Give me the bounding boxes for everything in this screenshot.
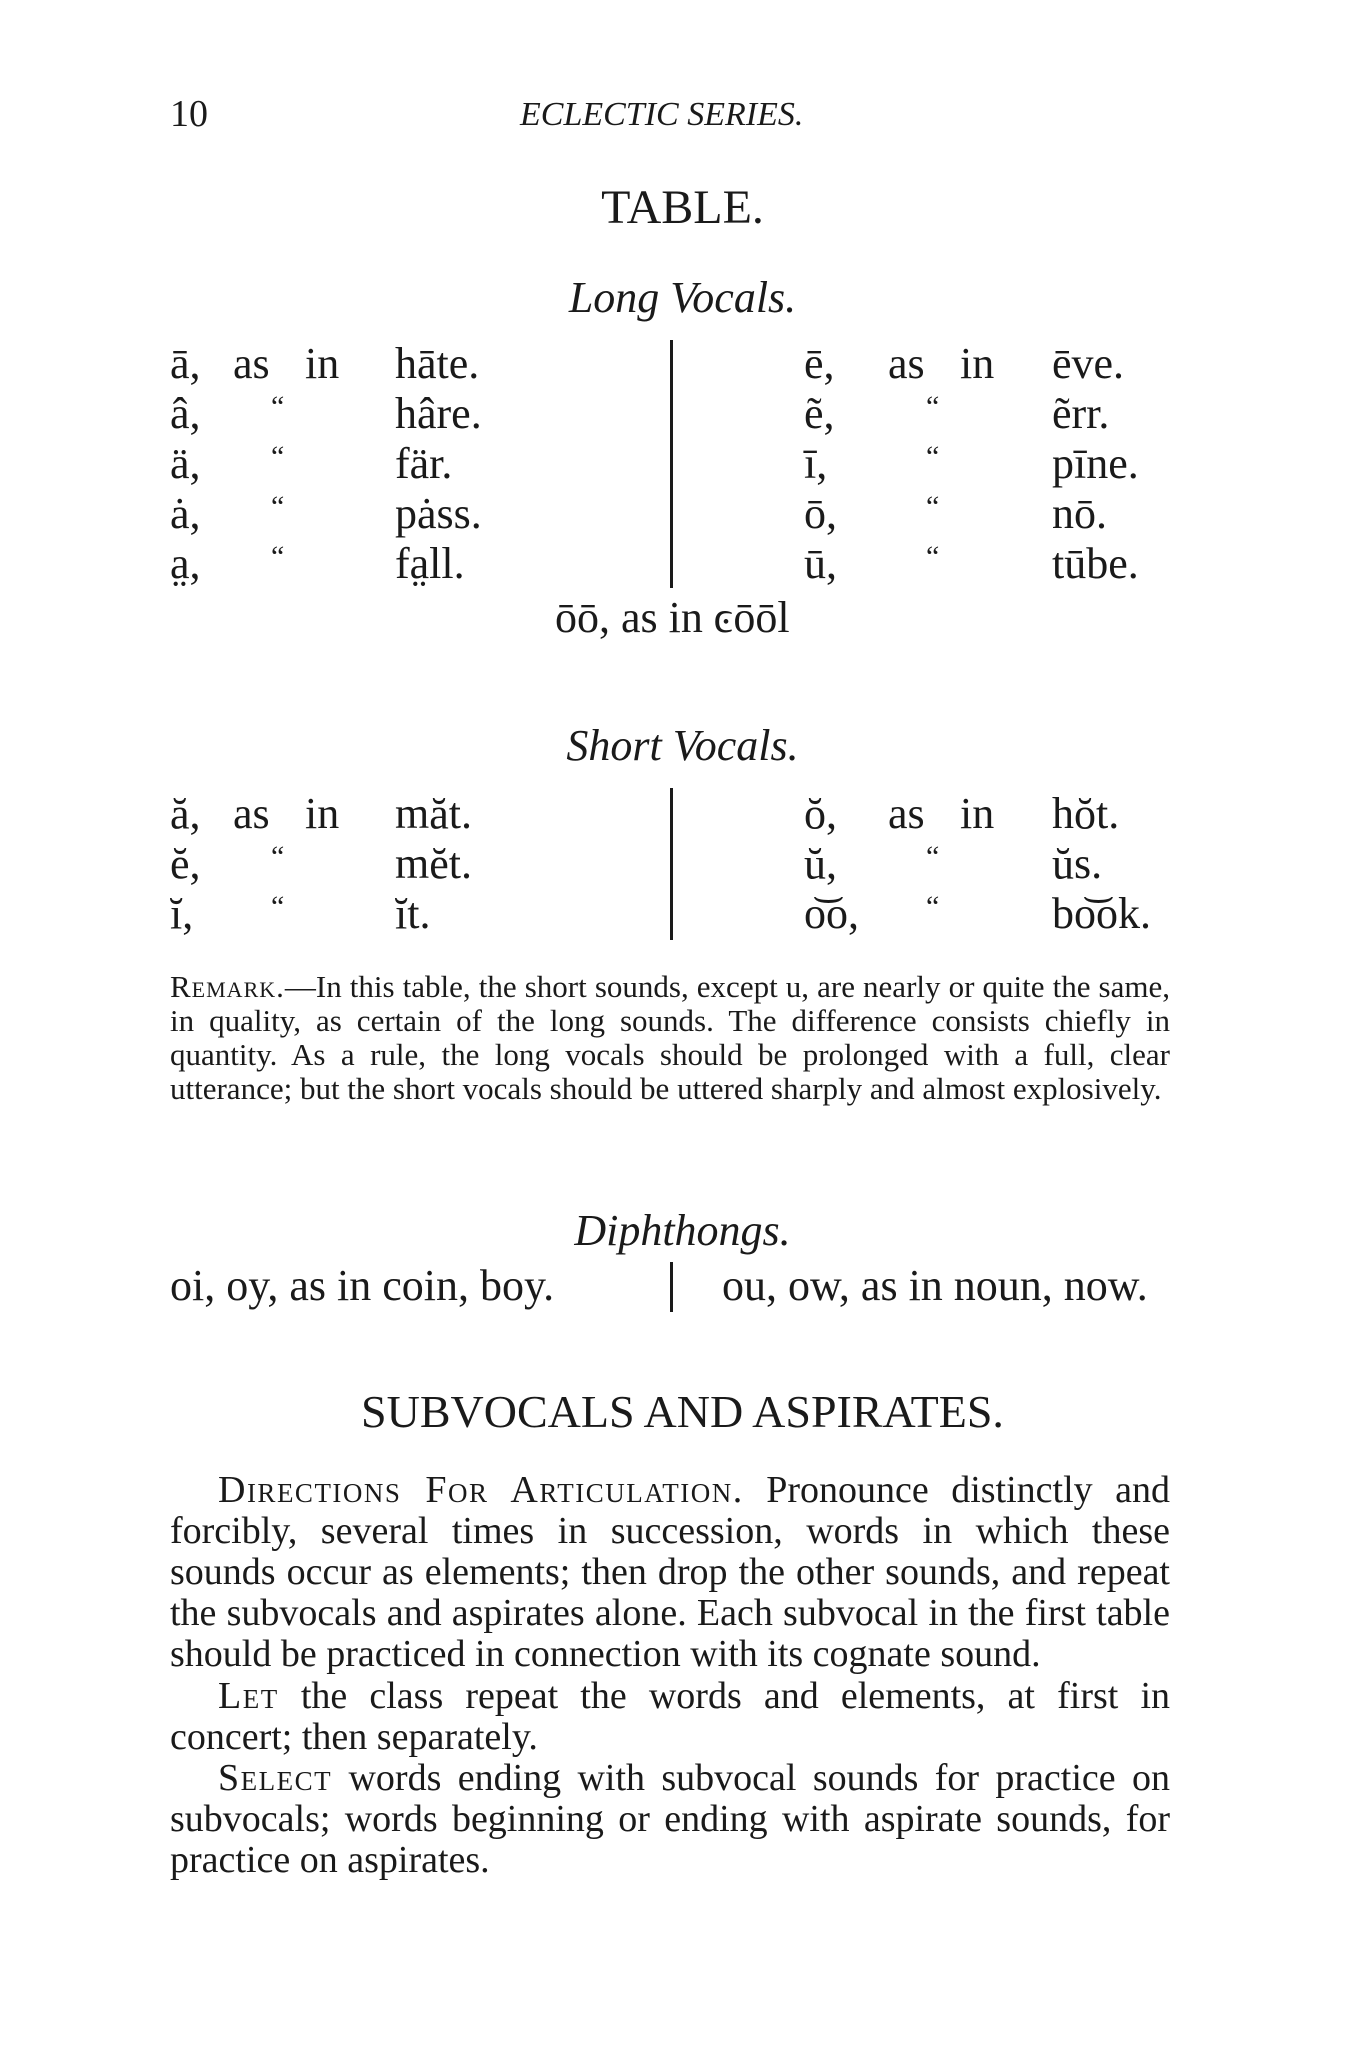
as-word: as: [888, 339, 925, 388]
in-word: in: [960, 339, 995, 388]
diphthongs-left: oi, oy, as in coin, boy.: [170, 1261, 555, 1310]
example-word: bo͝ok.: [1052, 889, 1151, 938]
short-vocals-divider: [670, 788, 673, 940]
vowel-mark: ū,: [804, 539, 837, 588]
example-word: măt.: [395, 789, 472, 838]
vowel-mark: ā,: [170, 339, 201, 388]
select-lead: Select: [218, 1757, 333, 1799]
example-word: ĭt.: [395, 889, 431, 938]
let-lead: Let: [218, 1675, 279, 1717]
let-text: the class repeat the words and elements, at first in concert; then separately.: [170, 1675, 1170, 1758]
select-text: words ending with subvocal sounds for practice on subvocals; words beginning or ending with aspirate sounds, for practice on aspirates.: [170, 1757, 1170, 1881]
vowel-mark: ẽ,: [804, 389, 835, 438]
as-word: “: [271, 890, 285, 923]
in-word: in: [960, 789, 995, 838]
as-word: “: [926, 490, 940, 523]
vowel-mark: ē,: [804, 339, 835, 388]
as-word: as: [888, 789, 925, 838]
example-word: hâre.: [395, 389, 482, 438]
example-word: mĕt.: [395, 839, 472, 888]
example-word: pīne.: [1052, 439, 1139, 488]
as-word: “: [271, 490, 285, 523]
long-vocals-divider: [670, 340, 673, 588]
example-word: hŏt.: [1052, 789, 1120, 838]
directions-lead: Directions For Articulation.: [218, 1469, 744, 1511]
as-word: “: [271, 440, 285, 473]
as-word: “: [271, 840, 285, 873]
in-word: in: [305, 339, 340, 388]
as-word: as: [233, 339, 270, 388]
vowel-mark: ĕ,: [170, 839, 201, 888]
short-vocals-heading: Short Vocals.: [566, 721, 799, 770]
remark-text: —In this table, the short sounds, except u, are nearly or quite the same, in quality, as certain of the long sounds. The difference consists chiefly in quantity. As a rule, the long vocals should be prolonged with a full, clear utterance; but the short vocals should be uttered sharply and almost explosively.: [170, 969, 1170, 1106]
vowel-mark: ă,: [170, 789, 201, 838]
example-word: tūbe.: [1052, 539, 1139, 588]
remark-label: Remark.: [170, 969, 285, 1004]
let-paragraph: [170, 1676, 1170, 1758]
long-vocals-footer: ōō, as in ͼōōl: [555, 593, 790, 642]
in-word: in: [305, 789, 340, 838]
example-word: hāte.: [395, 339, 480, 388]
vowel-mark: ȧ,: [170, 489, 201, 538]
subvocals-title: SUBVOCALS AND ASPIRATES.: [361, 1386, 1004, 1437]
table-title: TABLE.: [601, 181, 764, 234]
example-word: fa̤ll.: [395, 539, 465, 588]
vowel-mark: a̤,: [170, 539, 201, 588]
as-word: “: [926, 540, 940, 573]
directions-text: Pronounce distinctly and forcibly, several times in succession, words in which these sounds occur as elements; then drop the other sounds, and repeat the subvocals and aspirates alone. Each subvocal in the first table should be practiced in connection with its cognate sound.: [170, 1469, 1170, 1675]
example-word: ŭs.: [1052, 839, 1103, 888]
example-word: ẽrr.: [1052, 389, 1110, 438]
as-word: “: [271, 540, 285, 573]
as-word: “: [926, 390, 940, 423]
remark-paragraph: [170, 970, 1170, 1106]
diphthongs-divider: [670, 1262, 673, 1312]
directions-paragraph: [170, 1470, 1170, 1675]
vowel-mark: ī,: [804, 439, 828, 488]
example-word: fär.: [395, 439, 453, 488]
as-word: as: [233, 789, 270, 838]
vowel-mark: â,: [170, 389, 201, 438]
vowel-mark: ä,: [170, 439, 201, 488]
as-word: “: [926, 840, 940, 873]
diphthongs-heading: Diphthongs.: [574, 1206, 791, 1255]
vowel-mark: ŭ,: [804, 839, 837, 888]
example-word: nō.: [1052, 489, 1107, 538]
vowel-mark: o͝o,: [804, 889, 859, 938]
example-word: ēve.: [1052, 339, 1125, 388]
page-number: 10: [170, 93, 208, 135]
as-word: “: [926, 890, 940, 923]
vowel-mark: ō,: [804, 489, 837, 538]
as-word: “: [926, 440, 940, 473]
vowel-mark: ŏ,: [804, 789, 837, 838]
as-word: “: [271, 390, 285, 423]
long-vocals-heading: Long Vocals.: [568, 273, 797, 322]
example-word: pȧss.: [395, 489, 482, 538]
select-paragraph: [170, 1758, 1170, 1881]
diphthongs-right: ou, ow, as in noun, now.: [722, 1261, 1148, 1310]
running-head: ECLECTIC SERIES.: [520, 96, 804, 133]
vowel-mark: ĭ,: [170, 889, 194, 938]
